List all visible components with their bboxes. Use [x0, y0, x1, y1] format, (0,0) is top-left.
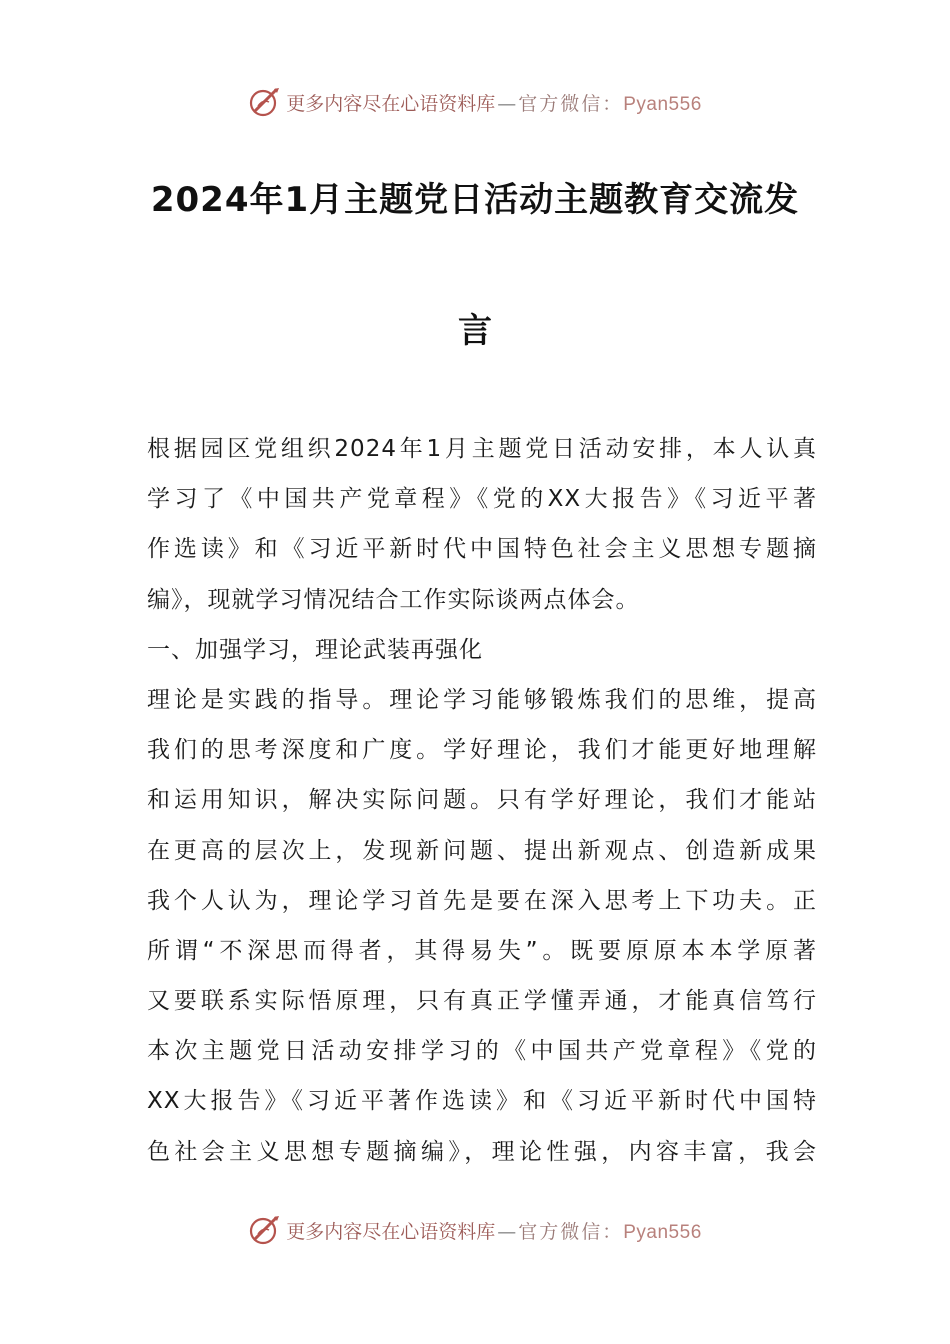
- body-line: XX大报告》《习近平著作选读》和《习近平新时代中国特: [147, 1088, 817, 1115]
- body-line: 编》，现就学习情况结合工作实际谈两点体会。: [147, 586, 640, 613]
- footer-banner-wechat-label: 官方微信：: [518, 1220, 624, 1243]
- body-line: 在更高的层次上，发现新问题、提出新观点、创造新成果: [147, 837, 817, 864]
- body-line: 我们的思考深度和广度。学好理论，我们才能更好地理解: [147, 737, 817, 764]
- section-heading: 一、加强学习，理论武装再强化: [147, 636, 483, 663]
- footer-banner-text: [286, 1217, 702, 1244]
- body-line: 本次主题党日活动安排学习的《中国共产党章程》《党的: [147, 1038, 817, 1065]
- pen-logo-icon: [248, 1213, 282, 1247]
- header-banner-wechat-label: 官方微信：: [518, 92, 624, 115]
- footer-banner: [0, 1210, 950, 1250]
- header-banner-text: [286, 89, 702, 116]
- header-banner-brand: 更多内容尽在心语资料库: [286, 92, 496, 115]
- body-line: 又要联系实际悟原理，只有真正学懂弄通，才能真信笃行: [147, 988, 817, 1015]
- body-line: 色社会主义思想专题摘编》，理论性强，内容丰富，我会: [147, 1138, 817, 1165]
- body-line: 根据园区党组织2024年1月主题党日活动安排，本人认真: [147, 436, 817, 462]
- header-banner: [0, 82, 950, 122]
- body-line: 所谓“不深思而得者，其得易失”。既要原原本本学原著: [147, 937, 817, 964]
- pen-logo-icon: [248, 85, 282, 119]
- body-line: 学习了《中国共产党章程》《党的XX大报告》《习近平著: [147, 486, 817, 513]
- body-line: 理论是实践的指导。理论学习能够锻炼我们的思维，提高: [147, 686, 817, 713]
- header-banner-dash: —: [497, 92, 517, 115]
- body-line: 和运用知识，解决实际问题。只有学好理论，我们才能站: [147, 787, 817, 814]
- document-body: [147, 424, 817, 1177]
- footer-banner-brand: 更多内容尽在心语资料库: [286, 1220, 496, 1243]
- header-banner-wechat-id: Pyan556: [623, 93, 702, 115]
- document-title-line-1: 2024年1月主题党日活动主题教育交流发: [150, 180, 800, 220]
- body-line: 我个人认为，理论学习首先是要在深入思考上下功夫。正: [147, 887, 817, 914]
- document-title-line-2: 言: [458, 311, 492, 351]
- body-line: 作选读》和《习近平新时代中国特色社会主义思想专题摘: [147, 536, 817, 563]
- footer-banner-dash: —: [497, 1220, 517, 1243]
- footer-banner-wechat-id: Pyan556: [623, 1221, 702, 1243]
